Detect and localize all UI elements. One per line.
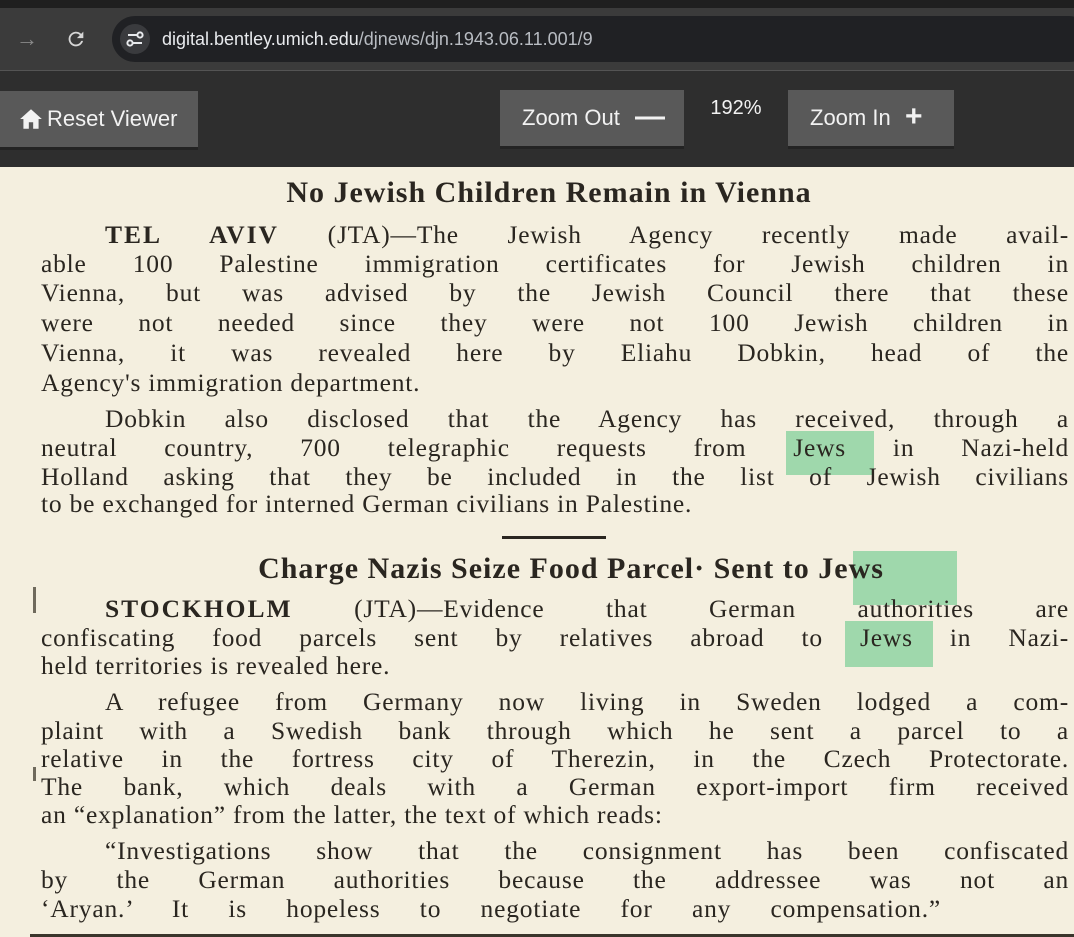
text-line: Vienna, but was advised by the Jewish Council there that these bbox=[41, 278, 1069, 307]
tune-icon bbox=[120, 24, 150, 54]
reload-button[interactable] bbox=[61, 24, 91, 54]
text-line: Dobkin also disclosed that the Agency has received, through a bbox=[105, 404, 1069, 433]
zoom-in-label: Zoom In bbox=[810, 105, 891, 130]
zoom-out-label: Zoom Out bbox=[522, 105, 620, 130]
text-line: Holland asking that they be included in the list of Jewish civilians bbox=[41, 462, 1069, 491]
zoom-level: 192% bbox=[710, 97, 762, 119]
text-line: “Investigations show that the consignment has been confiscated bbox=[105, 836, 1069, 865]
text-line: ‘Aryan.’ It is hopeless to negotiate for any compensation.” bbox=[41, 894, 941, 923]
address-bar[interactable] bbox=[112, 16, 1074, 62]
forward-button[interactable] bbox=[12, 24, 42, 54]
zoom-out-button[interactable] bbox=[500, 90, 684, 146]
text-line: neutral country, 700 telegraphic requests from Jews in Nazi-held bbox=[41, 433, 1069, 462]
zoom-in-button[interactable] bbox=[788, 90, 954, 146]
headline-food-parcel: Charge Nazis Seize Food Parcel· Sent to Jews bbox=[258, 552, 884, 585]
home-icon bbox=[18, 106, 44, 132]
text-line: were not needed since they were not 100 Jewish children in bbox=[41, 308, 1069, 337]
dateline-stockholm: STOCKHOLM bbox=[105, 594, 293, 623]
text-line: an “explanation” from the latter, the text of which reads: bbox=[41, 800, 663, 829]
article-divider bbox=[502, 536, 606, 539]
window-top-strip bbox=[0, 0, 1074, 8]
site-info-button[interactable] bbox=[120, 24, 150, 54]
reset-viewer-button[interactable] bbox=[0, 91, 198, 147]
text-line bbox=[105, 594, 1069, 624]
text-line: confiscating food parcels sent by relatives abroad to Jews in Nazi- bbox=[41, 623, 1069, 652]
text-line: able 100 Palestine immigration certificates for Jewish children in bbox=[41, 249, 1069, 278]
text-span: (JTA)—Evidence that German authorities are bbox=[354, 594, 1069, 623]
text-line: by the German authorities because the addressee was not an bbox=[41, 865, 1069, 894]
reload-icon bbox=[65, 28, 87, 50]
url-path: /djnews/djn.1943.06.11.001/9 bbox=[358, 29, 593, 49]
dateline-tel-aviv: TEL AVIV bbox=[105, 220, 279, 249]
url-text bbox=[162, 16, 593, 62]
newspaper-scan[interactable] bbox=[0, 167, 1074, 937]
minus-icon: — bbox=[635, 100, 665, 133]
text-line: Agency's immigration department. bbox=[41, 368, 421, 397]
text-line: held territories is revealed here. bbox=[41, 651, 391, 680]
url-host: digital.bentley.umich.edu bbox=[162, 29, 359, 49]
text-line: Vienna, it was revealed here by Eliahu Dobkin, head of the bbox=[41, 338, 1069, 367]
viewer-controls bbox=[0, 71, 1074, 167]
text-line: relative in the fortress city of Therezin, in the Czech Protectorate. bbox=[41, 744, 1069, 773]
text-line: The bank, which deals with a German export-import firm received bbox=[41, 772, 1069, 801]
text-span: (JTA)—The Jewish Agency recently made avail- bbox=[327, 220, 1069, 249]
scan-edge-mark bbox=[33, 587, 36, 613]
plus-icon: + bbox=[905, 100, 923, 133]
scan-edge-mark bbox=[33, 767, 36, 781]
text-line: plaint with a Swedish bank through which he sent a parcel to a bbox=[41, 716, 1069, 745]
arrow-right-icon: → bbox=[16, 26, 38, 51]
text-line: to be exchanged for interned German civilians in Palestine. bbox=[41, 489, 693, 518]
text-line: A refugee from Germany now living in Sweden lodged a com- bbox=[105, 687, 1069, 716]
text-line bbox=[105, 220, 1069, 250]
headline-vienna: No Jewish Children Remain in Vienna bbox=[286, 176, 812, 209]
reset-viewer-label: Reset Viewer bbox=[47, 106, 178, 131]
browser-toolbar bbox=[0, 8, 1074, 70]
